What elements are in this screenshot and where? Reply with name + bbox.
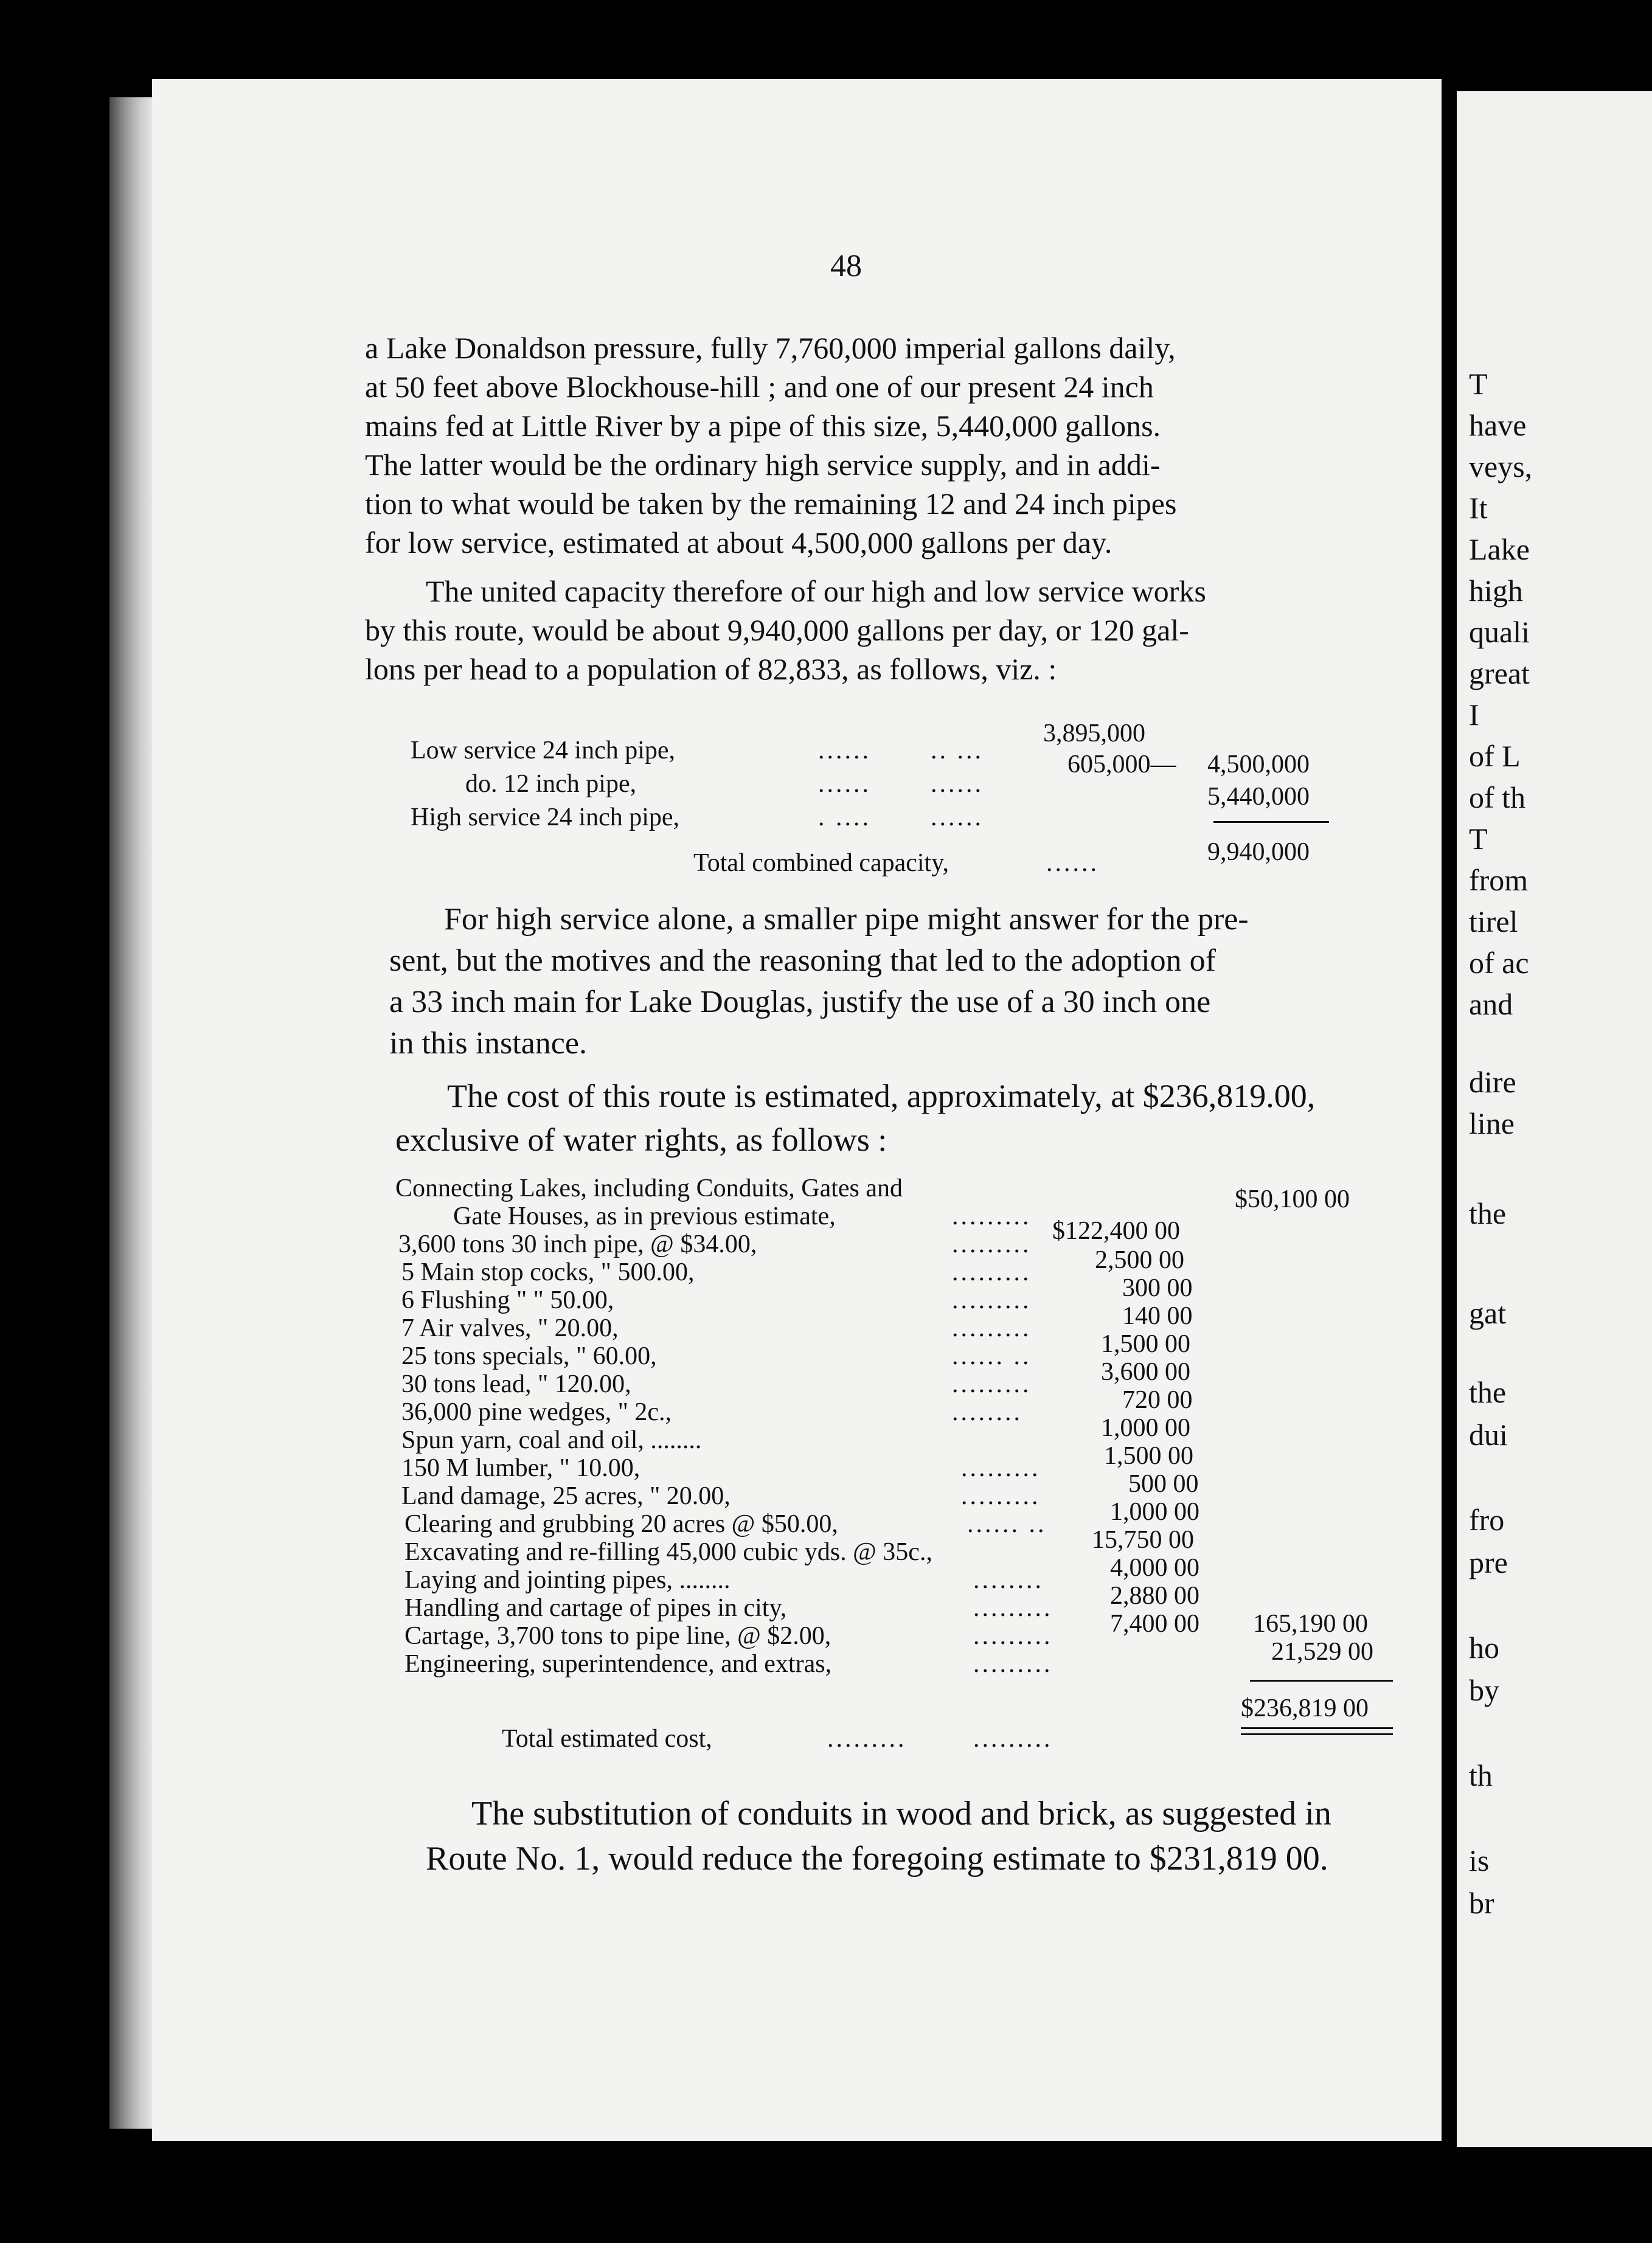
closing-line: Route No. 1, would reduce the foregoing estimate to $231,819 00. <box>426 1840 1328 1877</box>
row-dots: .. ... <box>931 737 984 764</box>
book-spine <box>109 97 152 2129</box>
facing-fragment: fro <box>1469 1503 1505 1537</box>
total-label: Total estimated cost, <box>502 1725 712 1753</box>
facing-fragment: of th <box>1469 780 1526 814</box>
total-value: 9,940,000 <box>1207 838 1310 866</box>
row-label: 25 tons specials, " 60.00, <box>401 1342 657 1370</box>
row-label: Low service 24 inch pipe, <box>411 737 676 764</box>
row-label: Handling and cartage of pipes in city, <box>404 1594 787 1622</box>
high-service-line: in this instance. <box>389 1026 587 1061</box>
facing-fragment: of L <box>1469 739 1521 773</box>
row-amount: 1,500 00 <box>1104 1442 1193 1470</box>
facing-fragment: from <box>1469 863 1529 897</box>
facing-fragment: tirel <box>1469 904 1518 938</box>
row-label: 3,600 tons 30 inch pipe, @ $34.00, <box>398 1230 757 1258</box>
row-dots: ......... <box>952 1230 1032 1258</box>
row-label: Excavating and re-filling 45,000 cubic yds. @ 35c., <box>404 1538 932 1566</box>
row-label: 150 M lumber, " 10.00, <box>401 1454 640 1482</box>
row-dots: ...... <box>931 803 984 831</box>
row-dots: ......... <box>961 1454 1041 1482</box>
total-dots: ......... <box>973 1725 1053 1753</box>
row-dots: ......... <box>952 1202 1032 1230</box>
row-dots: ......... <box>952 1314 1032 1342</box>
total-label: Total combined capacity, <box>693 849 949 877</box>
facing-fragment: great <box>1469 656 1530 690</box>
row-dots: ......... <box>952 1286 1032 1314</box>
row-label: do. 12 inch pipe, <box>465 770 637 798</box>
double-rule-bottom <box>1241 1733 1393 1735</box>
facing-fragment: high <box>1469 574 1523 608</box>
row-dots: ...... <box>818 737 871 764</box>
facing-fragment: of ac <box>1469 946 1529 980</box>
row-dots: ......... <box>973 1650 1053 1678</box>
row-total: 4,500,000 <box>1207 751 1310 778</box>
facing-fragment: dire <box>1469 1065 1516 1099</box>
intro-line: a Lake Donaldson pressure, fully 7,760,000 imperial gallons daily, <box>365 331 1176 365</box>
row-amount: 2,880 00 <box>1110 1582 1199 1610</box>
row-total: $50,100 00 <box>1235 1185 1350 1213</box>
row-amount: 1,000 00 <box>1110 1498 1199 1526</box>
sum-rule <box>1213 821 1329 823</box>
row-label: Engineering, superintendence, and extras, <box>404 1650 832 1678</box>
row-label: Spun yarn, coal and oil, ........ <box>401 1426 702 1454</box>
row-dots: ...... <box>931 770 984 798</box>
row-total: 5,440,000 <box>1207 783 1310 811</box>
facing-fragment: ho <box>1469 1631 1499 1665</box>
row-total: 21,529 00 <box>1271 1638 1373 1666</box>
total-dots: ...... <box>1046 849 1099 877</box>
facing-fragment: line <box>1469 1106 1515 1140</box>
row-dots: ...... .. <box>967 1510 1047 1538</box>
row-label: 30 tons lead, " 120.00, <box>401 1370 631 1398</box>
facing-fragment: th <box>1469 1758 1493 1792</box>
row-dots: ......... <box>973 1622 1053 1650</box>
row-amount: 7,400 00 <box>1110 1610 1199 1638</box>
high-service-line: sent, but the motives and the reasoning that led to the adoption of <box>389 943 1216 978</box>
facing-fragment: dui <box>1469 1418 1508 1452</box>
intro-line: tion to what would be taken by the remaining 12 and 24 inch pipes <box>365 487 1177 521</box>
row-amount: 2,500 00 <box>1095 1246 1184 1274</box>
row-dots: ...... <box>818 770 871 798</box>
intro-line: for low service, estimated at about 4,500,000 gallons per day. <box>365 525 1112 560</box>
closing-line: The substitution of conduits in wood and brick, as suggested in <box>471 1795 1331 1832</box>
row-amount: 1,000 00 <box>1101 1414 1190 1442</box>
facing-fragment: gat <box>1469 1296 1507 1330</box>
capacity-line: by this route, would be about 9,940,000 gallons per day, or 120 gal- <box>365 613 1189 647</box>
row-amount: 1,500 00 <box>1101 1330 1190 1358</box>
facing-fragment: br <box>1469 1886 1494 1920</box>
facing-fragment: the <box>1469 1196 1507 1230</box>
row-dots: ......... <box>952 1258 1032 1286</box>
row-dots: ........ <box>973 1566 1044 1594</box>
facing-fragment: pre <box>1469 1545 1508 1579</box>
row-amount: 4,000 00 <box>1110 1554 1199 1582</box>
facing-fragment: the <box>1469 1375 1507 1409</box>
facing-page <box>1457 91 1652 2147</box>
row-label: 7 Air valves, " 20.00, <box>401 1314 619 1342</box>
row-dots: . .... <box>818 803 871 831</box>
capacity-line: lons per head to a population of 82,833, as follows, viz. : <box>365 652 1057 686</box>
row-label: 5 Main stop cocks, " 500.00, <box>401 1258 695 1286</box>
facing-fragment: quali <box>1469 615 1530 649</box>
row-amount: 300 00 <box>1122 1274 1193 1302</box>
high-service-line: a 33 inch main for Lake Douglas, justify the use of a 30 inch one <box>389 985 1211 1019</box>
row-value: 605,000— <box>1067 751 1176 778</box>
row-value: 3,895,000 <box>1043 719 1145 747</box>
row-total: 165,190 00 <box>1253 1610 1368 1638</box>
row-amount: $122,400 00 <box>1052 1217 1180 1245</box>
row-label: Land damage, 25 acres, " 20.00, <box>401 1482 731 1510</box>
row-label: Gate Houses, as in previous estimate, <box>453 1202 836 1230</box>
row-label: 36,000 pine wedges, " 2c., <box>401 1398 672 1426</box>
row-amount: 140 00 <box>1122 1302 1193 1330</box>
row-label: Clearing and grubbing 20 acres @ $50.00, <box>404 1510 838 1538</box>
page-number: 48 <box>830 249 862 283</box>
row-label: Laying and jointing pipes, ........ <box>404 1566 731 1594</box>
cost-line: The cost of this route is estimated, approximately, at $236,819.00, <box>447 1078 1316 1114</box>
row-dots: ......... <box>973 1594 1053 1622</box>
row-amount: 3,600 00 <box>1101 1358 1190 1386</box>
facing-fragment: have <box>1469 408 1527 442</box>
row-dots: ......... <box>961 1482 1041 1510</box>
row-amount: 720 00 <box>1122 1386 1193 1414</box>
row-amount: 15,750 00 <box>1092 1526 1194 1554</box>
row-dots: ...... .. <box>952 1342 1032 1370</box>
total-value: $236,819 00 <box>1241 1694 1369 1722</box>
facing-fragment: T <box>1469 367 1488 401</box>
row-dots: ........ <box>952 1398 1022 1426</box>
row-label: Cartage, 3,700 tons to pipe line, @ $2.00, <box>404 1622 831 1650</box>
cost-line: exclusive of water rights, as follows : <box>395 1122 887 1158</box>
facing-fragment: T <box>1469 822 1488 856</box>
facing-fragment: I <box>1469 698 1479 732</box>
total-dots: ......... <box>827 1725 907 1753</box>
intro-line: The latter would be the ordinary high service supply, and in addi- <box>365 448 1161 482</box>
row-label: 6 Flushing " " 50.00, <box>401 1286 614 1314</box>
facing-fragment: It <box>1469 491 1488 525</box>
row-label: Connecting Lakes, including Conduits, Gates and <box>395 1174 903 1202</box>
facing-fragment: by <box>1469 1673 1499 1707</box>
sum-rule <box>1250 1680 1393 1682</box>
high-service-line: For high service alone, a smaller pipe might answer for the pre- <box>444 902 1249 937</box>
capacity-line: The united capacity therefore of our high and low service works <box>426 574 1206 608</box>
facing-fragment: Lake <box>1469 532 1530 566</box>
intro-line: at 50 feet above Blockhouse-hill ; and one of our present 24 inch <box>365 370 1154 404</box>
facing-fragment: and <box>1469 987 1513 1021</box>
row-amount: 500 00 <box>1128 1470 1199 1498</box>
double-rule-top <box>1241 1727 1393 1729</box>
intro-line: mains fed at Little River by a pipe of this size, 5,440,000 gallons. <box>365 409 1161 443</box>
row-dots: ......... <box>952 1370 1032 1398</box>
facing-fragment: is <box>1469 1843 1490 1877</box>
row-label: High service 24 inch pipe, <box>411 803 680 831</box>
facing-fragment: veys, <box>1469 449 1533 484</box>
